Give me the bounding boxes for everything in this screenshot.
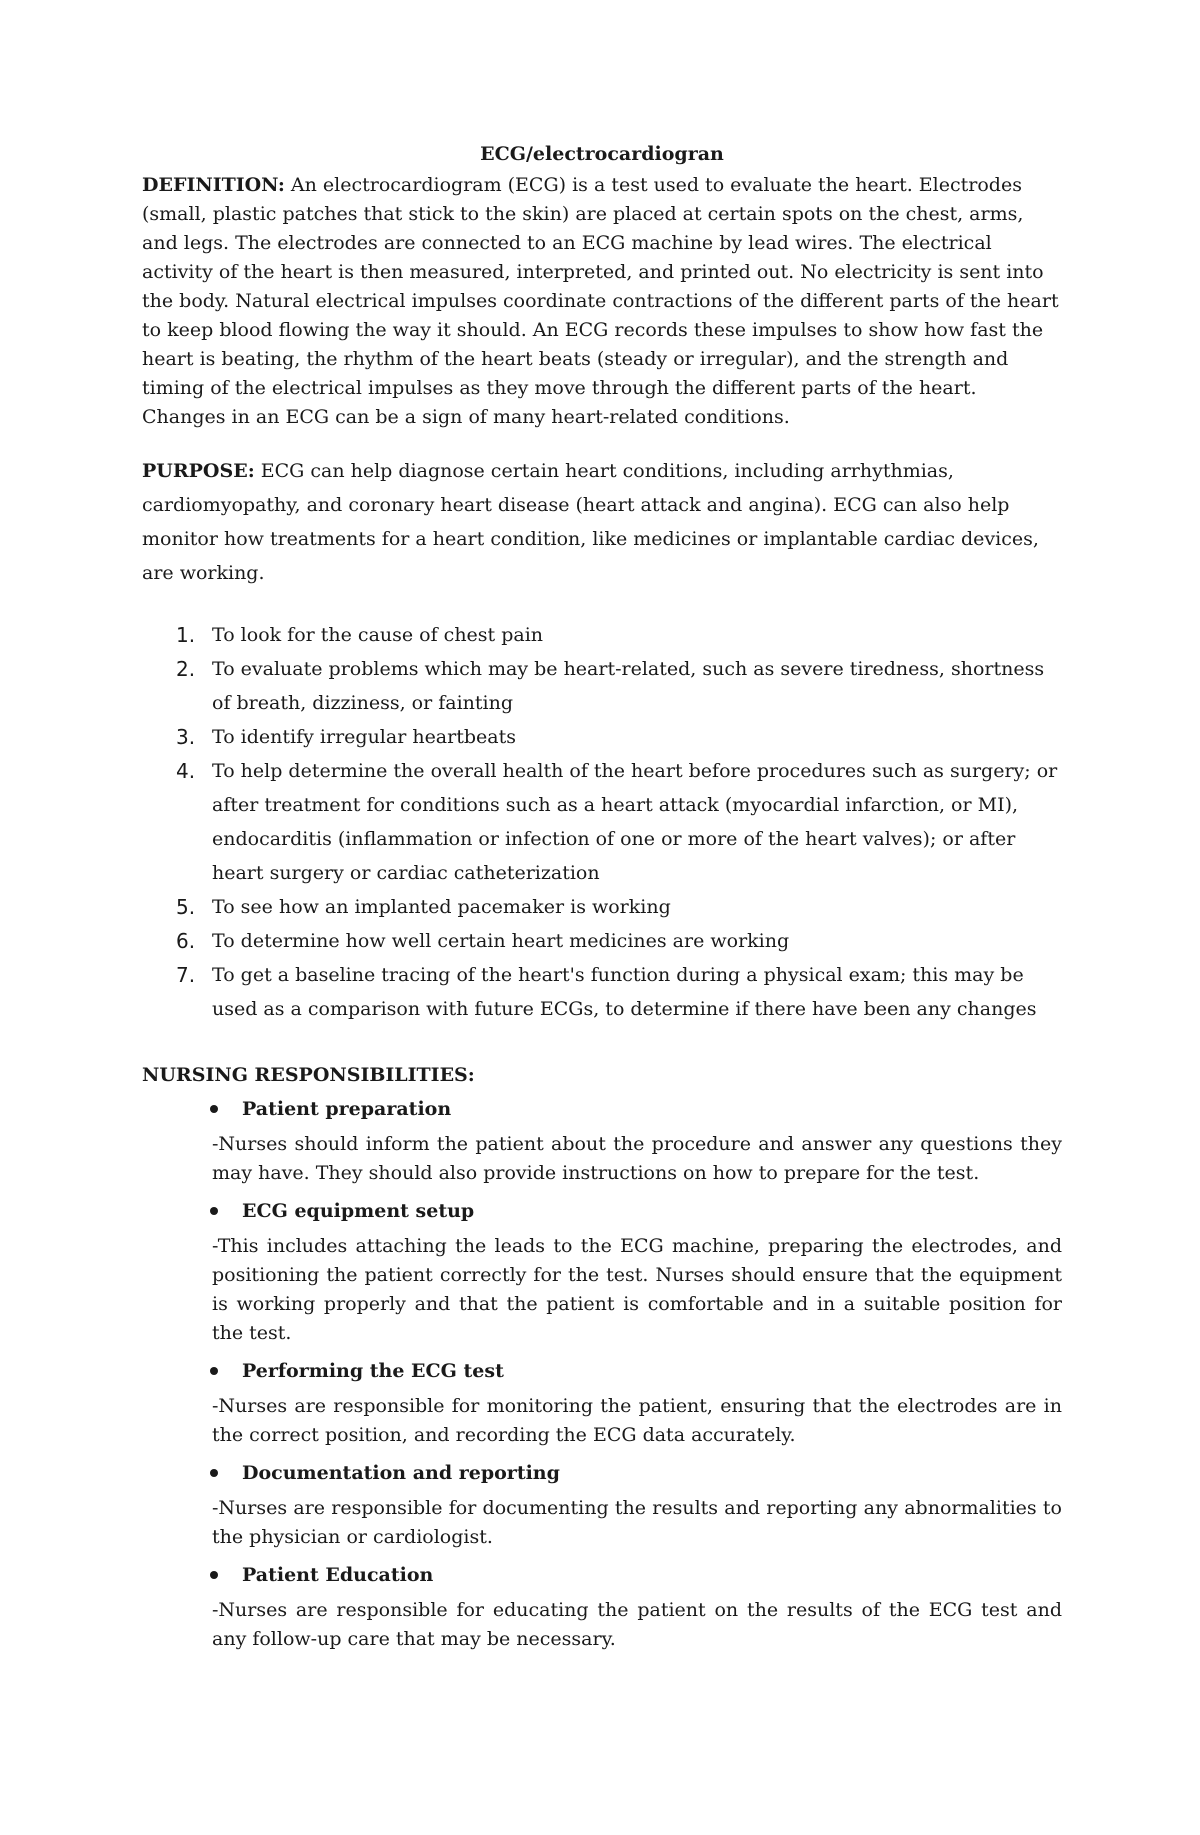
nursing-item-body: -Nurses are responsible for monitoring the patient, ensuring that the electrodes are in the correct position, and recording the ECG data accurately. bbox=[212, 1395, 1062, 1446]
purpose-list bbox=[142, 618, 1062, 1026]
list-item bbox=[142, 890, 1062, 924]
list-item bbox=[142, 924, 1062, 958]
document-page bbox=[142, 140, 1062, 1660]
purpose-text: ECG can help diagnose certain heart conditions, including arrhythmias, cardiomyopathy, and coronary heart disease (heart attack and angina). ECG can also help monitor how treatments for a heart condition, like medicines or implantable cardiac devices, are working. bbox=[142, 460, 1039, 584]
nursing-item-title-row bbox=[142, 1558, 1062, 1592]
list-number: 2. bbox=[176, 657, 196, 681]
nursing-item bbox=[142, 1354, 1062, 1450]
list-item bbox=[142, 652, 1062, 720]
list-item bbox=[142, 720, 1062, 754]
list-text: To look for the cause of chest pain bbox=[212, 624, 544, 646]
list-number: 1. bbox=[176, 623, 196, 647]
bullet-icon bbox=[210, 1469, 218, 1477]
nursing-item-body: -Nurses are responsible for documenting the results and reporting any abnormalities to the physician or cardiologist. bbox=[212, 1497, 1062, 1548]
nursing-item-body: -Nurses are responsible for educating the patient on the results of the ECG test and any follow-up care that may be necessary. bbox=[212, 1599, 1062, 1650]
list-text: To help determine the overall health of the heart before procedures such as surgery; or after treatment for conditions such as a heart attack (myocardial infarction, or MI), endocarditis (inflammation or infection of one or more of the heart valves); or after heart surgery or cardiac catheterization bbox=[212, 760, 1058, 884]
document-title: ECG/electrocardiogran bbox=[480, 143, 724, 165]
nursing-item-title: Patient preparation bbox=[242, 1098, 452, 1120]
nursing-item-title: Patient Education bbox=[242, 1564, 434, 1586]
bullet-icon bbox=[210, 1367, 218, 1375]
list-item bbox=[142, 618, 1062, 652]
nursing-item-title-row bbox=[142, 1456, 1062, 1490]
nursing-item-body: -This includes attaching the leads to the ECG machine, preparing the electrodes, and positioning the patient correctly for the test. Nurses should ensure that the equipment is working properly and that the patient is comfortable and in a suitable position for the test. bbox=[212, 1235, 1062, 1344]
nursing-item bbox=[142, 1194, 1062, 1348]
nursing-heading: NURSING RESPONSIBILITIES: bbox=[142, 1064, 475, 1086]
list-text: To get a baseline tracing of the heart's function during a physical exam; this may be used as a comparison with future ECGs, to determine if there have been any changes bbox=[212, 964, 1037, 1020]
purpose-label: PURPOSE: bbox=[142, 460, 255, 482]
list-text: To see how an implanted pacemaker is working bbox=[212, 896, 671, 918]
definition-paragraph bbox=[142, 171, 1062, 432]
nursing-item-title: Performing the ECG test bbox=[242, 1360, 504, 1382]
nursing-item-title: Documentation and reporting bbox=[242, 1462, 560, 1484]
nursing-item-title-row bbox=[142, 1194, 1062, 1228]
nursing-item bbox=[142, 1092, 1062, 1188]
list-text: To identify irregular heartbeats bbox=[212, 726, 516, 748]
nursing-item bbox=[142, 1558, 1062, 1654]
list-text: To evaluate problems which may be heart-related, such as severe tiredness, shortness of breath, dizziness, or fainting bbox=[212, 658, 1045, 714]
list-number: 7. bbox=[176, 963, 196, 987]
list-number: 6. bbox=[176, 929, 196, 953]
bullet-icon bbox=[210, 1571, 218, 1579]
list-text: To determine how well certain heart medicines are working bbox=[212, 930, 790, 952]
nursing-item bbox=[142, 1456, 1062, 1552]
list-number: 3. bbox=[176, 725, 196, 749]
definition-label: DEFINITION: bbox=[142, 174, 285, 196]
nursing-item-title-row bbox=[142, 1092, 1062, 1126]
purpose-paragraph bbox=[142, 454, 1062, 590]
list-item bbox=[142, 958, 1062, 1026]
list-number: 4. bbox=[176, 759, 196, 783]
list-number: 5. bbox=[176, 895, 196, 919]
bullet-icon bbox=[210, 1207, 218, 1215]
bullet-icon bbox=[210, 1105, 218, 1113]
list-item bbox=[142, 754, 1062, 890]
nursing-item-body: -Nurses should inform the patient about the procedure and answer any questions they may have. They should also provide instructions on how to prepare for the test. bbox=[212, 1133, 1062, 1184]
nursing-item-title: ECG equipment setup bbox=[242, 1200, 475, 1222]
nursing-item-title-row bbox=[142, 1354, 1062, 1388]
definition-text: An electrocardiogram (ECG) is a test used to evaluate the heart. Electrodes (small, plastic patches that stick to the skin) are placed at certain spots on the chest, arms, and legs. The electrodes are connected to an ECG machine by lead wires. The electrical activity of the heart is then measured, interpreted, and printed out. No electricity is sent into the body. Natural electrical impulses coordinate contractions of the different parts of the heart to keep blood flowing the way it should. An ECG records these impulses to show how fast the heart is beating, the rhythm of the heart beats (steady or irregular), and the strength and timing of the electrical impulses as they move through the different parts of the heart. Changes in an ECG can be a sign of many heart-related conditions. bbox=[142, 174, 1059, 428]
